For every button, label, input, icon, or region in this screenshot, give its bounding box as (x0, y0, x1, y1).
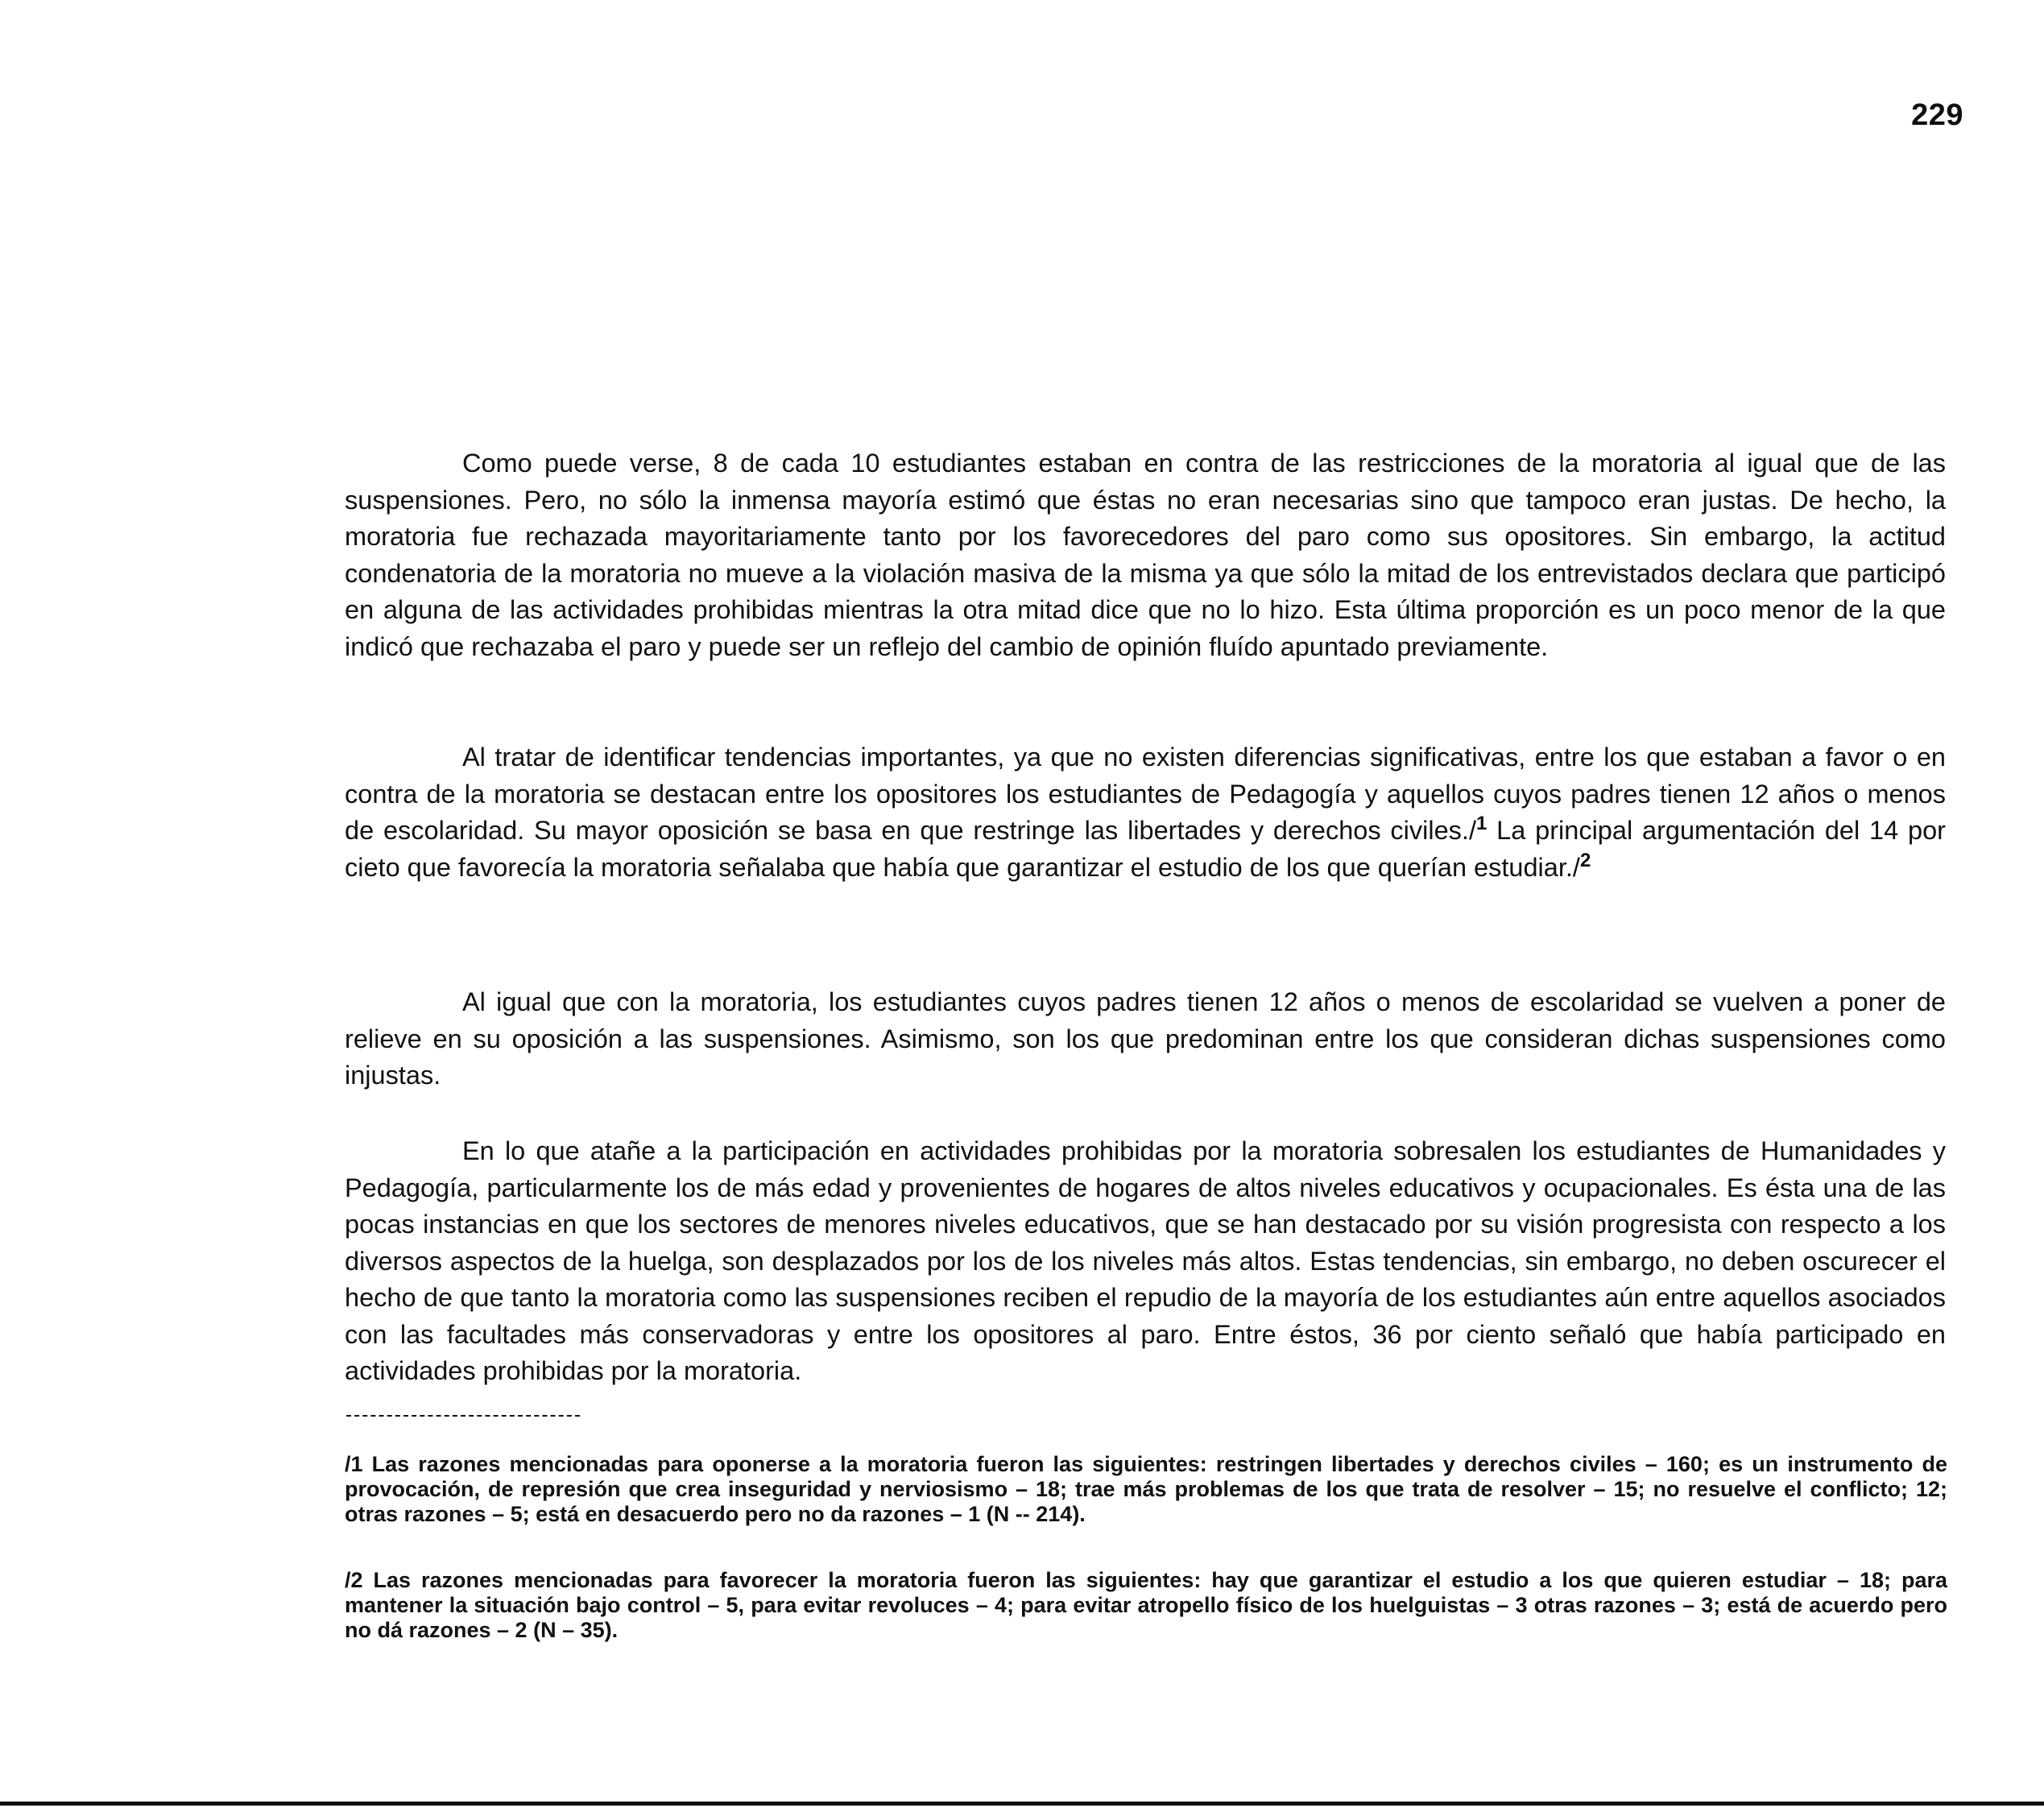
paragraph-1-text: Como puede verse, 8 de cada 10 estudiantes estaban en contra de las restricciones de la moratoria al igual que de las suspensiones. Pero, no sólo la inmensa mayoría estimó que éstas no eran necesarias sino que tampoco eran justas. De hecho, la moratoria fue rechazada mayoritariamente tanto por los favorecedores del paro como sus opositores. Sin embargo, la actitud condenatoria de la moratoria no mueve a la violación masiva de la misma ya que sólo la mitad de los entrevistados declara que participó en alguna de las actividades prohibidas mientras la otra mitad dice que no lo hizo. Esta última proporción es un poco menor de la que indicó que rechazaba el paro y puede ser un reflejo del cambio de opinión fluído apuntado previamente. (345, 449, 1946, 661)
paragraph-3 (345, 984, 1946, 1094)
footnote-1: /1 Las razones mencionadas para oponerse a la moratoria fueron las siguientes: restringen libertades y derechos civiles – 160; es un instrumento de provocación, de represión que crea inseguridad y nerviosismo – 18; trae más problemas de los que trata de resolver – 15; no resuelve el conflicto; 12; otras razones – 5; está en desacuerdo pero no da razones – 1 (N -- 214). (345, 1452, 1947, 1526)
page-bottom-border (0, 1802, 2044, 1806)
paragraph-4-text: En lo que atañe a la participación en actividades prohibidas por la moratoria sobresalen los estudiantes de Humanidades y Pedagogía, particularmente los de más edad y provenientes de hogares de altos niveles educativos y ocupacionales. Es ésta una de las pocas instancias en que los sectores de menores niveles educativos, que se han destacado por su visión progresista con respecto a los diversos aspectos de la huelga, son desplazados por los de los niveles más altos. Estas tendencias, sin embargo, no deben oscurecer el hecho de que tanto la moratoria como las suspensiones reciben el repudio de la mayoría de los estudiantes aún entre aquellos asociados con las facultades más conservadoras y entre los opositores al paro. Entre éstos, 36 por ciento señaló que había participado en actividades prohibidas por la moratoria. (345, 1136, 1946, 1385)
paragraph-2-text-part-2: La principal argumentación del 14 por cieto que favorecía la moratoria señalaba que había que garantizar el estudio de los que querían estudiar./ (345, 816, 1946, 882)
footnote-reference-2: 2 (1579, 849, 1591, 871)
footnote-reference-1: 1 (1475, 813, 1487, 835)
page-number: 229 (1911, 98, 1963, 132)
paragraph-3-text: Al igual que con la moratoria, los estudiantes cuyos padres tienen 12 años o menos de escolaridad se vuelven a poner de relieve en su oposición a las suspensiones. Asimismo, son los que predominan entre los que consideran dichas suspensiones como injustas. (345, 987, 1946, 1090)
footnote-2: /2 Las razones mencionadas para favorecer la moratoria fueron las siguientes: hay que garantizar el estudio a los que quieren estudiar – 18; para mantener la situación bajo control – 5, para evitar revoluces – 4; para evitar atropello físico de los huelguistas – 3 otras razones – 3; está de acuerdo pero no dá razones – 2 (N – 35). (345, 1568, 1947, 1642)
paragraph-2-text-part-1: Al tratar de identificar tendencias importantes, ya que no existen diferencias significativas, entre los que estaban a favor o en contra de la moratoria se destacan entre los opositores los estudiantes de Pedagogía y aquellos cuyos padres tienen 12 años o menos de escolaridad. Su mayor oposición se basa en que restringe las libertades y derechos civiles./ (345, 743, 1946, 845)
paragraph-2 (345, 739, 1946, 886)
footnote-separator (346, 1415, 580, 1417)
paragraph-1 (345, 445, 1946, 665)
paragraph-4 (345, 1133, 1946, 1390)
